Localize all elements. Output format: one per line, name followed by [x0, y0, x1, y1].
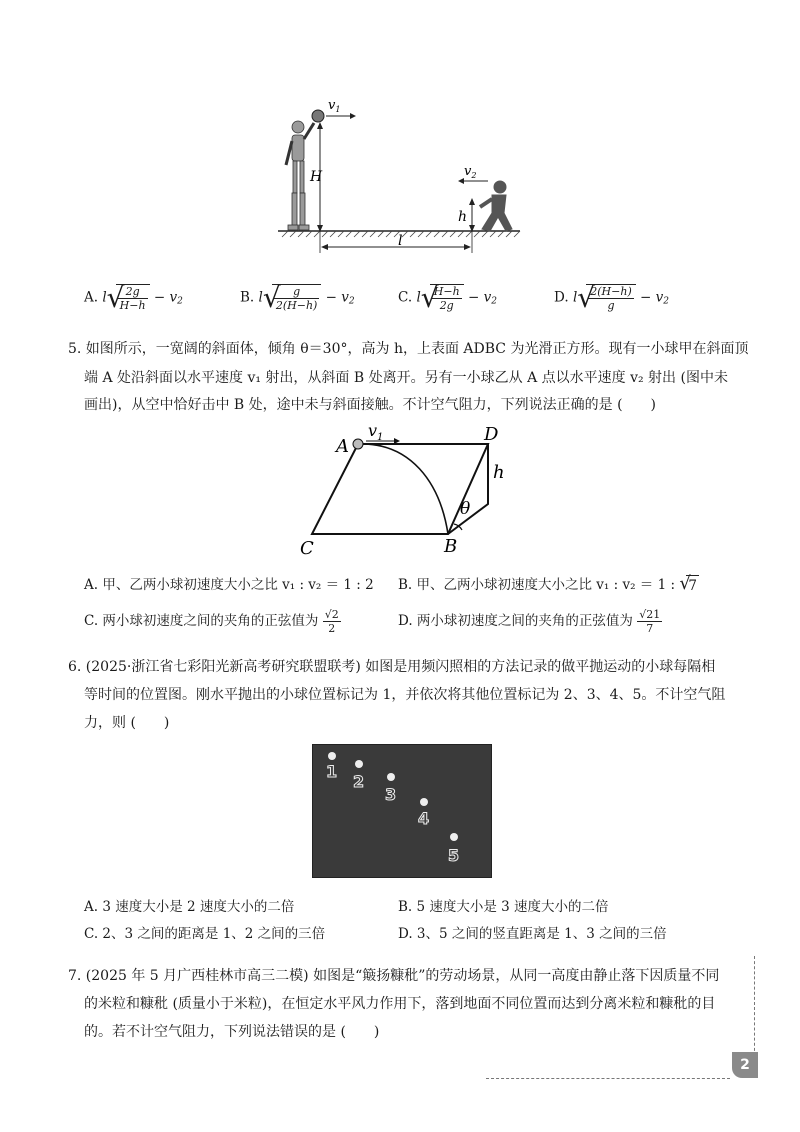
dashed-border-bottom	[486, 1078, 730, 1079]
option-tail-sub: 2	[348, 296, 355, 307]
figure-q6-marks	[312, 744, 490, 876]
label-v1: $v_1$	[328, 98, 341, 114]
option-letter: C.	[398, 289, 413, 306]
option-tail: − v	[640, 289, 664, 306]
frac-num: √21	[639, 608, 661, 621]
mark-3: 3	[385, 785, 397, 804]
option-var: l	[102, 289, 107, 306]
option-letter: B.	[240, 289, 255, 306]
frac-den: g	[607, 299, 615, 312]
q6-stem-line2: 等时间的位置图。刚水平抛出的小球位置标记为 1，并依次将其他位置标记为 2、3、4、5。不计空气阻	[84, 687, 726, 703]
q7-stem-line2: 的米粒和糠秕 (质量小于米粒)，在恒定水平风力作用下，落到地面不同位置而达到分离米粒和糠秕的目	[84, 996, 716, 1012]
label-theta: θ	[460, 499, 471, 519]
option-text: C. 两小球初速度之间的夹角的正弦值为	[84, 613, 319, 629]
frac-num: √2	[324, 608, 339, 621]
q4-option-a[interactable]	[84, 281, 183, 314]
person-figure	[480, 181, 512, 231]
frac-num: 2g	[118, 285, 148, 299]
label-l: l	[398, 233, 403, 249]
q6-stem-line3: 力，则 ( )	[84, 715, 170, 731]
q6-option-b[interactable]: B. 5 速度大小是 3 速度大小的二倍	[398, 899, 609, 915]
label-D: D	[484, 424, 499, 445]
option-tail: − v	[467, 289, 492, 306]
fraction	[637, 608, 662, 635]
q6-option-d[interactable]: D. 3、5 之间的竖直距离是 1、3 之间的三倍	[398, 926, 667, 942]
q4-option-b[interactable]	[240, 281, 355, 314]
label-h: h	[458, 209, 468, 225]
ball-position-2	[355, 760, 363, 768]
label-v1: $v_1$	[368, 422, 384, 443]
sqrt: √ 7	[679, 573, 697, 594]
q6-stem-line1: 6. (2025·浙江省七彩阳光新高考研究联盟联考) 如图是用频闪照相的方法记录的做平抛运动的小球每隔相	[68, 659, 716, 675]
ball-position-1	[328, 752, 336, 760]
ball-position-4	[420, 798, 428, 806]
option-tail: − v	[153, 289, 178, 306]
q5-option-d[interactable]	[398, 608, 662, 635]
q7-stem-line1: 7. (2025 年 5 月广西桂林市高三二模) 如图是“簸扬糠秕”的劳动场景，从同一高度由静止落下因质量不同	[68, 968, 720, 984]
option-text: B. 甲、乙两小球初速度大小之比 v₁ : v₂ ＝ 1 :	[398, 577, 680, 593]
q5-option-c[interactable]	[84, 608, 341, 635]
sqrt: √ $\frac{g}{2(H-h)}$	[263, 284, 321, 312]
sqrt: √ $\frac{2(H-h)}{g}$	[577, 284, 635, 312]
q7-stem-line3: 的。若不计空气阻力，下列说法错误的是 ( )	[84, 1024, 380, 1040]
fraction	[323, 608, 341, 635]
option-tail-sub: 2	[663, 296, 670, 307]
option-var: l	[572, 289, 578, 306]
sqrt: √ $\frac{2g}{H-h}$	[107, 284, 150, 312]
figure-q5	[290, 422, 520, 562]
frac-den: 2	[328, 622, 336, 635]
frac-num: H−h	[433, 285, 460, 298]
q5-stem-line1: 5. 如图所示，一宽阔的斜面体，倾角 θ＝30°，高为 h，上表面 ADBC 为光滑正方形。现有一小球甲在斜面顶	[68, 341, 749, 357]
mark-5: 5	[448, 846, 460, 865]
q6-option-a[interactable]: A. 3 速度大小是 2 速度大小的二倍	[84, 899, 295, 915]
figure-q4	[270, 95, 530, 255]
frac-den: 2(H−h)	[275, 299, 318, 312]
mark-4: 4	[418, 809, 430, 828]
label-h: h	[493, 462, 505, 483]
option-tail-sub: 2	[491, 296, 497, 307]
label-A: A	[336, 436, 349, 457]
q5-stem-line2: 端 A 处沿斜面以水平速度 v₁ 射出，从斜面 B 处离开。另有一小球乙从 A 点以水平速度 v₂ 射出 (图中未	[84, 370, 728, 386]
mark-2: 2	[353, 772, 365, 791]
q6-option-c[interactable]: C. 2、3 之间的距离是 1、2 之间的三倍	[84, 926, 326, 942]
sqrt-body: 7	[686, 575, 699, 596]
q4-option-d[interactable]	[554, 281, 670, 314]
option-letter: A.	[84, 289, 99, 306]
q4-option-c[interactable]	[398, 281, 497, 314]
label-B: B	[444, 536, 458, 557]
option-text: D. 两小球初速度之间的夹角的正弦值为	[398, 613, 633, 629]
frac-den: 7	[646, 622, 654, 635]
frac-den: H−h	[119, 299, 146, 312]
q5-stem-line3: 画出)，从空中恰好击中 B 处，途中未与斜面接触。不计空气阻力，下列说法正确的是 ( )	[84, 397, 657, 413]
ball-icon	[312, 110, 324, 122]
frac-den: 2g	[439, 299, 454, 312]
page-number: 2	[732, 1052, 758, 1078]
mark-1: 1	[326, 762, 338, 781]
ball-position-5	[450, 833, 458, 841]
option-var: l	[416, 289, 421, 306]
option-var: l	[258, 289, 263, 306]
label-H: H	[310, 169, 323, 185]
frac-num: 2(H−h)	[590, 285, 632, 298]
q5-option-b[interactable]	[398, 575, 699, 596]
option-tail-sub: 2	[177, 296, 183, 307]
ball-icon	[353, 439, 363, 449]
option-tail: − v	[325, 289, 349, 306]
sqrt: √ $\frac{H-h}{2g}$	[421, 284, 464, 312]
dashed-border-right	[754, 956, 755, 1056]
q5-option-a[interactable]: A. 甲、乙两小球初速度大小之比 v₁ : v₂ ＝ 1 : 2	[84, 577, 374, 593]
ball-position-3	[387, 773, 395, 781]
label-v2: $v_2$	[464, 164, 477, 180]
label-C: C	[300, 538, 314, 559]
frac-num: g	[274, 285, 319, 299]
option-letter: D.	[554, 289, 569, 306]
